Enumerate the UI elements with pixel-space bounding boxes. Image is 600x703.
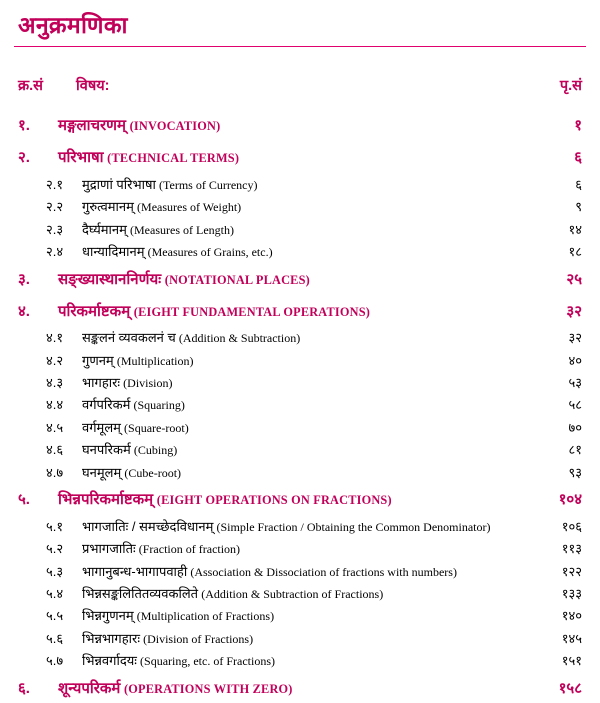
toc-page-number: ६ bbox=[575, 176, 582, 192]
toc-number: ४. bbox=[18, 302, 30, 320]
toc-page-number: १०६ bbox=[561, 518, 582, 534]
column-header-page: पृ.सं bbox=[559, 77, 582, 94]
toc-section-row[interactable] bbox=[18, 537, 582, 559]
toc-page-number: ८१ bbox=[568, 442, 582, 458]
toc-number: ४.५ bbox=[46, 419, 64, 435]
toc-number: २.२ bbox=[46, 199, 64, 215]
toc-section-row[interactable] bbox=[18, 240, 582, 262]
toc-page-number: १३३ bbox=[561, 586, 582, 602]
toc-section-row[interactable] bbox=[18, 438, 582, 460]
toc-label: वर्गपरिकर्म (Squaring) bbox=[82, 397, 185, 413]
toc-chapter-row[interactable] bbox=[18, 483, 582, 515]
toc-page-number: ११३ bbox=[561, 541, 582, 557]
toc-label: गुरुत्वमानम् (Measures of Weight) bbox=[82, 199, 242, 215]
toc-number: १. bbox=[18, 117, 30, 135]
toc-section-row[interactable] bbox=[18, 348, 582, 370]
toc-section-row[interactable] bbox=[18, 195, 582, 217]
toc-section-row[interactable] bbox=[18, 393, 582, 415]
toc-label: धान्यादिमानम् (Measures of Grains, etc.) bbox=[82, 243, 273, 259]
toc-number: ५.१ bbox=[46, 518, 64, 534]
toc-number: ५.२ bbox=[46, 541, 64, 557]
toc-chapter-row[interactable] bbox=[18, 141, 582, 173]
toc-number: ५.४ bbox=[46, 586, 64, 602]
toc-section-row[interactable] bbox=[18, 604, 582, 626]
toc-number: ५.५ bbox=[46, 608, 64, 624]
column-header-subject: विषय: bbox=[76, 77, 110, 94]
toc-page-number: ६ bbox=[574, 149, 582, 167]
page-title-text: अनुक्रमणिका bbox=[18, 12, 128, 38]
toc-page-number: ५३ bbox=[568, 375, 582, 391]
toc-page-number: ३२ bbox=[566, 302, 582, 320]
toc-page-number: १४ bbox=[568, 221, 582, 237]
toc-number: ५.६ bbox=[46, 630, 64, 646]
toc-label: भिन्नभागहारः (Division of Fractions) bbox=[82, 630, 254, 646]
toc-page-number: ५८ bbox=[568, 397, 582, 413]
toc-page-number: १४० bbox=[561, 608, 582, 624]
toc-label: मुद्राणां परिभाषा (Terms of Currency) bbox=[82, 176, 258, 192]
toc-label: भिन्नसङ्कलितितव्यवकलिते (Addition & Subtraction of Fractions) bbox=[82, 586, 384, 602]
toc-label: सङ्कलनं व्यवकलनं च (Addition & Subtraction) bbox=[82, 330, 301, 346]
toc-number: ४.१ bbox=[46, 330, 64, 346]
toc-section-row[interactable] bbox=[18, 416, 582, 438]
toc-number: ५. bbox=[18, 491, 30, 509]
toc-label: भिन्नवर्गादयः (Squaring, etc. of Fractions) bbox=[82, 653, 275, 669]
toc-section-row[interactable] bbox=[18, 559, 582, 581]
toc-label: भिन्नपरिकर्माष्टकम् (EIGHT OPERATIONS ON FRACTIONS) bbox=[58, 491, 392, 509]
toc-page-number: १४५ bbox=[561, 630, 582, 646]
toc-section-row[interactable] bbox=[18, 371, 582, 393]
toc-number: ५.३ bbox=[46, 563, 64, 579]
toc-label: परिभाषा (TECHNICAL TERMS) bbox=[58, 149, 240, 167]
toc-page-number: ३२ bbox=[568, 330, 582, 346]
toc-page-number: १८ bbox=[568, 243, 582, 259]
table-header bbox=[14, 47, 586, 109]
toc-label: शून्यपरिकर्म (OPERATIONS WITH ZERO) bbox=[58, 679, 293, 697]
toc-page-number: ९३ bbox=[568, 464, 582, 480]
toc-number: ४.४ bbox=[46, 397, 64, 413]
toc-number: ६. bbox=[18, 679, 30, 697]
toc-label: सङ्ख्यास्थाननिर्णयः (NOTATIONAL PLACES) bbox=[58, 270, 310, 288]
toc-label: भिन्नगुणनम् (Multiplication of Fractions) bbox=[82, 608, 275, 624]
toc-label: प्रभागजातिः (Fraction of fraction) bbox=[82, 541, 241, 557]
toc-page-number: ९ bbox=[575, 199, 582, 215]
toc-chapter-row[interactable] bbox=[18, 671, 582, 703]
toc-section-row[interactable] bbox=[18, 173, 582, 195]
toc-chapter-row[interactable] bbox=[18, 294, 582, 326]
toc-section-row[interactable] bbox=[18, 460, 582, 482]
toc-number: ४.२ bbox=[46, 352, 64, 368]
toc-number: २.१ bbox=[46, 176, 64, 192]
toc-chapter-row[interactable] bbox=[18, 262, 582, 294]
toc-number: ४.६ bbox=[46, 442, 64, 458]
toc-label: दैर्घ्यमानम् (Measures of Length) bbox=[82, 221, 234, 237]
toc-section-row[interactable] bbox=[18, 515, 582, 537]
toc-page-number: ४० bbox=[568, 352, 582, 368]
toc-number: ३. bbox=[18, 270, 30, 288]
toc-chapter-row[interactable] bbox=[18, 109, 582, 141]
column-header-serial: क्र.सं bbox=[18, 77, 43, 94]
toc-page-number: २५ bbox=[566, 270, 582, 288]
toc-section-row[interactable] bbox=[18, 627, 582, 649]
toc-label: घनपरिकर्म (Cubing) bbox=[82, 442, 178, 458]
toc-label: परिकर्माष्टकम् (EIGHT FUNDAMENTAL OPERATIONS) bbox=[58, 302, 371, 320]
toc-section-row[interactable] bbox=[18, 649, 582, 671]
toc-label: गुणनम् (Multiplication) bbox=[82, 352, 194, 368]
toc-page-number: ७० bbox=[568, 419, 582, 435]
toc-number: २.४ bbox=[46, 243, 64, 259]
toc-number: ४.३ bbox=[46, 375, 64, 391]
page-title bbox=[14, 0, 586, 46]
toc-label: भागजातिः / समच्छेदविधानम् (Simple Fraction / Obtaining the Common Denominator) bbox=[82, 518, 491, 534]
toc-section-row[interactable] bbox=[18, 326, 582, 348]
toc-page-number: १०४ bbox=[558, 491, 582, 509]
toc-page-number: १५८ bbox=[558, 679, 582, 697]
toc-label: मङ्गलाचरणम् (INVOCATION) bbox=[58, 117, 221, 135]
toc-page-number: १५१ bbox=[561, 653, 582, 669]
toc-number: ४.७ bbox=[46, 464, 64, 480]
toc-label: भागानुबन्ध-भागापवाही (Association & Dissociation of fractions with numbers) bbox=[82, 563, 457, 579]
toc-label: घनमूलम् (Cube-root) bbox=[82, 464, 182, 480]
toc-number: ५.७ bbox=[46, 653, 64, 669]
toc-section-row[interactable] bbox=[18, 582, 582, 604]
toc-number: २. bbox=[18, 149, 30, 167]
toc-page-number: १२२ bbox=[561, 563, 582, 579]
toc-section-row[interactable] bbox=[18, 217, 582, 239]
toc-page-number: १ bbox=[574, 117, 582, 135]
toc-label: भागहारः (Division) bbox=[82, 375, 173, 391]
toc-label: वर्गमूलम् (Square-root) bbox=[82, 419, 189, 435]
toc-number: २.३ bbox=[46, 221, 64, 237]
table-of-contents bbox=[14, 109, 586, 703]
